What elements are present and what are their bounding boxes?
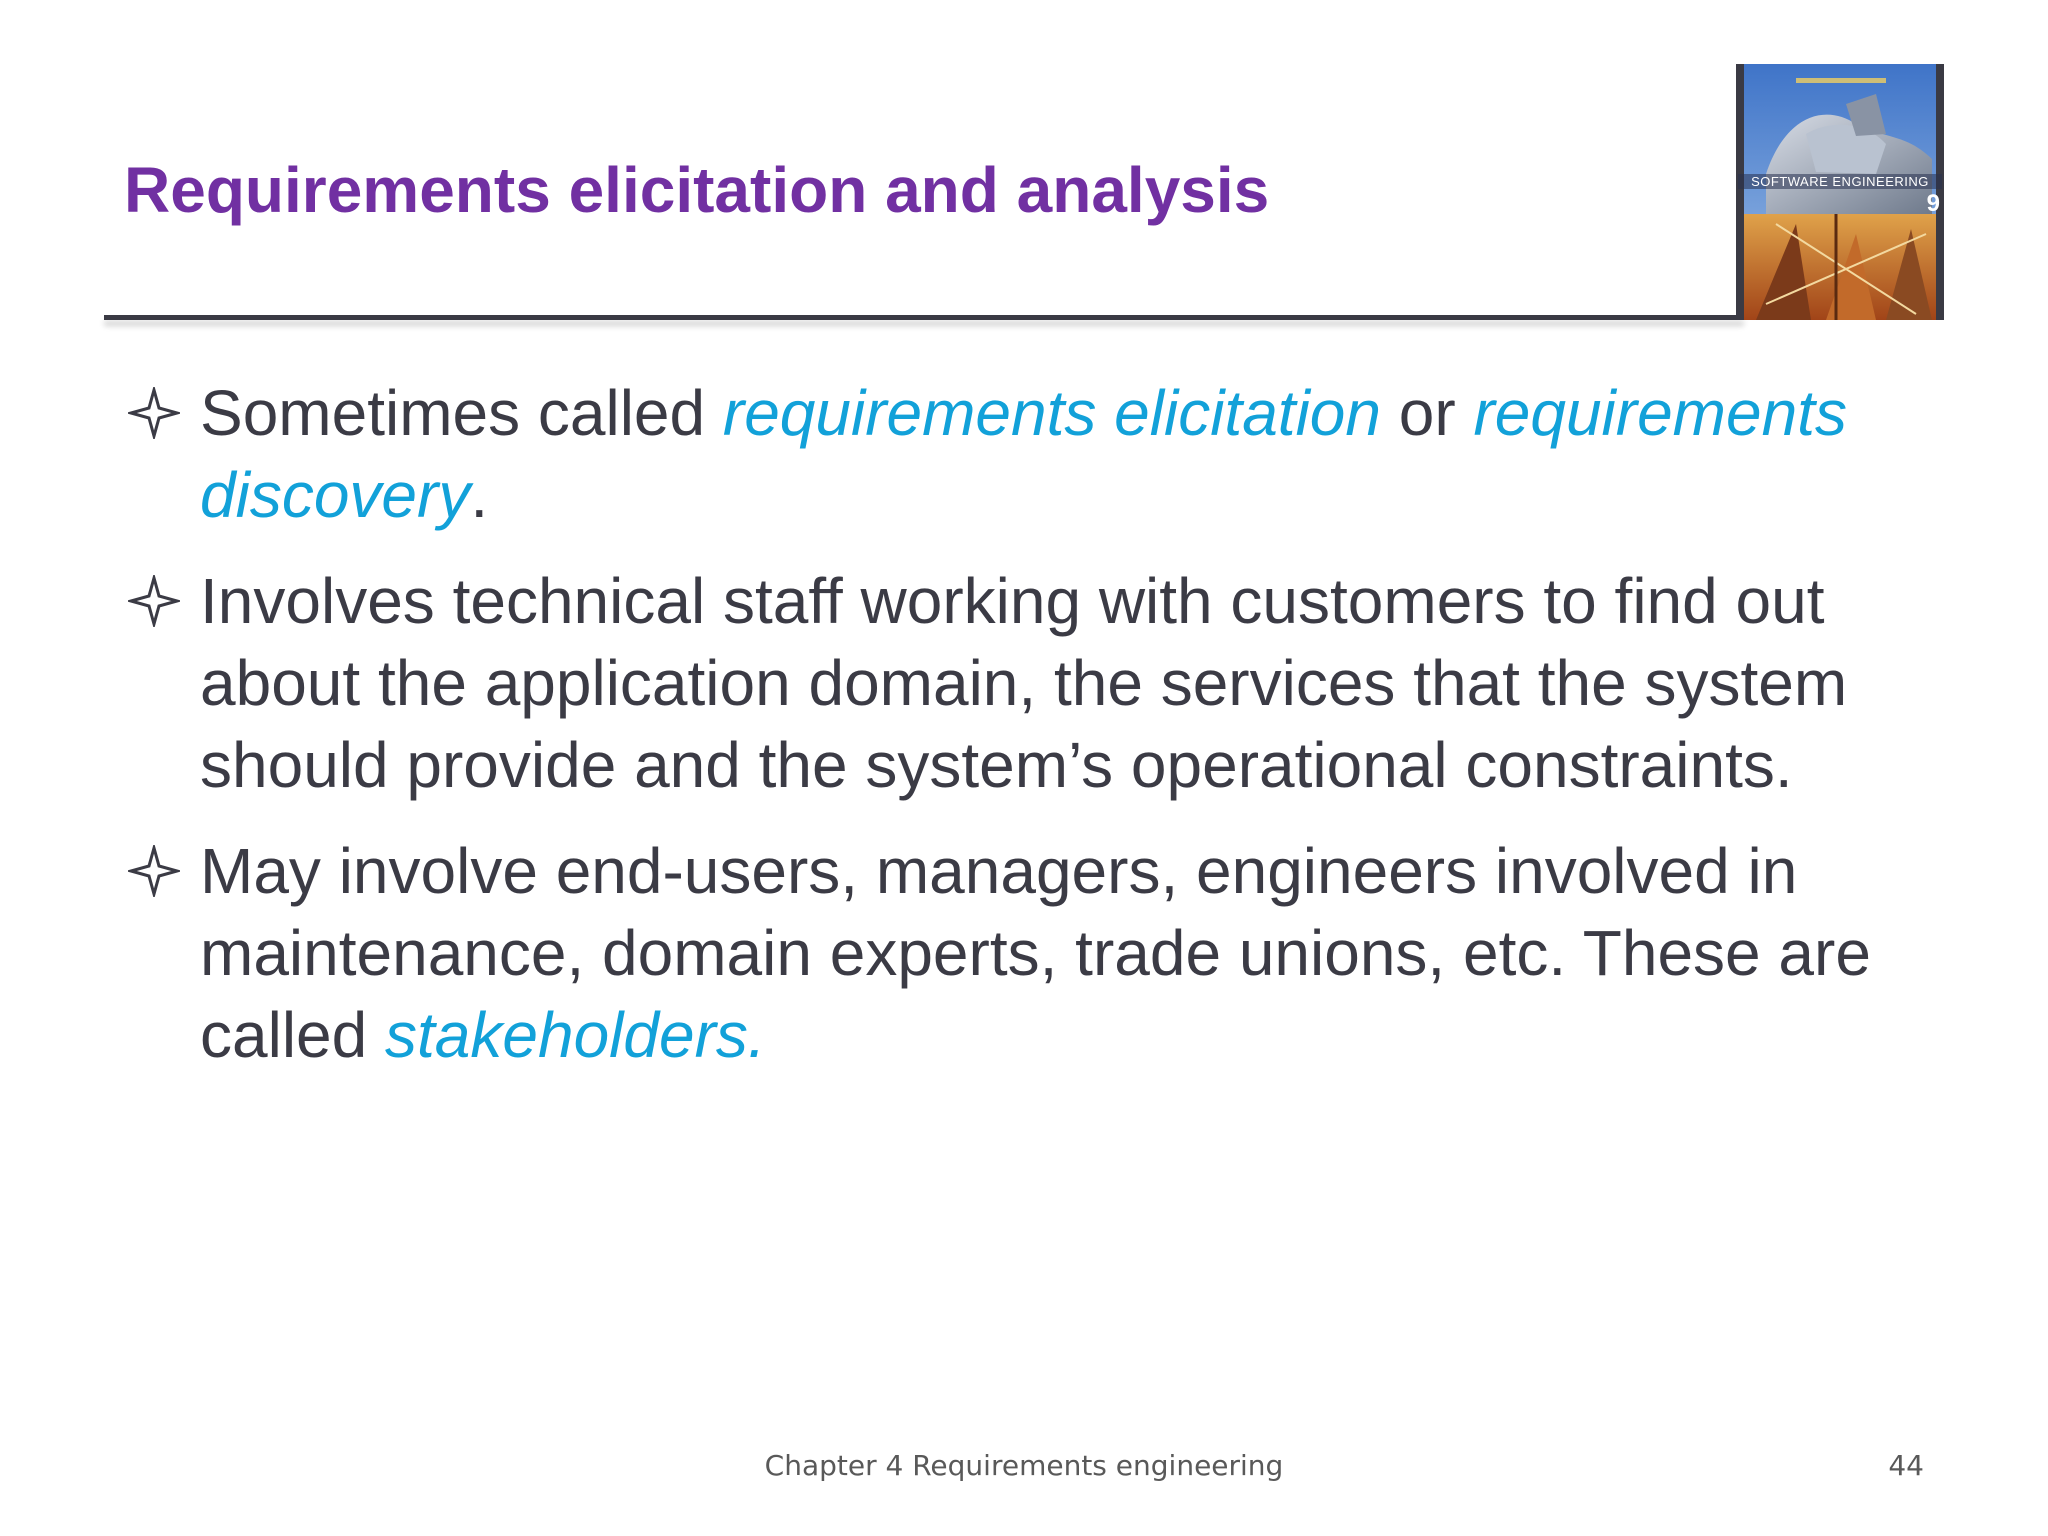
four-point-star-outline-icon	[126, 560, 184, 642]
bullet-item	[126, 372, 1956, 536]
bullet-item	[126, 830, 1956, 1076]
bullet-text-plain: May involve end-users, managers, engineers involved in maintenance, domain experts, trade unions, etc. These are called	[200, 835, 1871, 1071]
four-point-star-outline-icon	[126, 830, 184, 912]
bullet-text-emphasis: requirements elicitation	[722, 377, 1381, 449]
bullet-item	[126, 560, 1956, 806]
bullet-text-plain: Involves technical staff working with customers to find out about the application domain, the services that the system should provide and the system’s operational constraints.	[200, 565, 1848, 801]
bullet-text-plain: Sometimes called	[200, 377, 723, 449]
title-divider	[104, 315, 1744, 320]
page-number: 44	[1888, 1449, 1924, 1482]
book-cover-artwork	[1736, 64, 1944, 320]
bullet-text-plain: or	[1380, 377, 1474, 449]
bullet-text-plain: .	[470, 459, 489, 531]
slide-title: Requirements elicitation and analysis	[124, 154, 1270, 226]
bullet-text-emphasis: stakeholders	[385, 999, 748, 1071]
footer-chapter-title: Chapter 4 Requirements engineering	[764, 1449, 1284, 1482]
bullet-text-emphasis: requirements discovery	[200, 377, 1847, 531]
book-cover-edition: 9	[1926, 190, 1940, 217]
bullet-text-emphasis: .	[747, 999, 766, 1071]
book-cover-title: SOFTWARE ENGINEERING	[1738, 174, 1942, 189]
book-cover-image	[1736, 64, 1944, 320]
four-point-star-outline-icon	[126, 372, 184, 454]
bullet-list	[126, 372, 1956, 1100]
